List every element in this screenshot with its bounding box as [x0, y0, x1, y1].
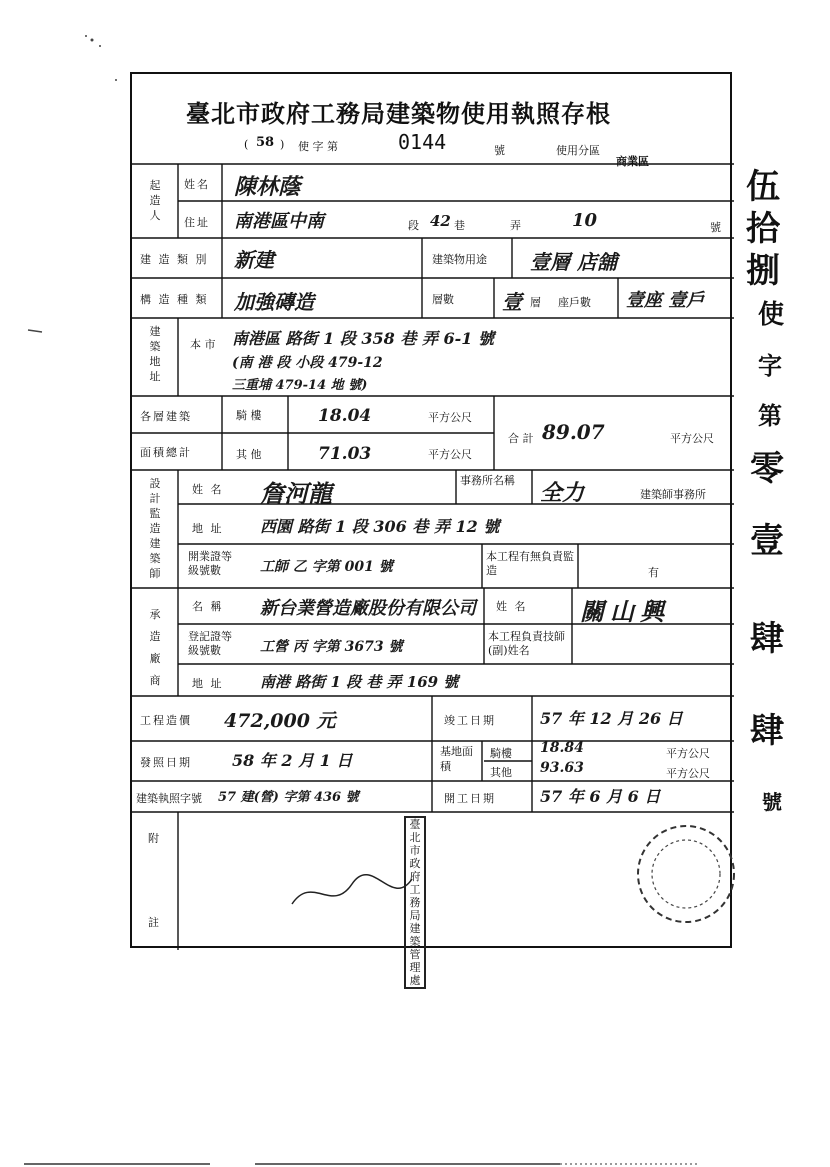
applicant-lane-suffix: 巷	[454, 219, 465, 232]
applicant-lane-value: 42	[430, 212, 451, 230]
site-group-label: 建築地址	[149, 325, 161, 383]
signature-scribble	[282, 864, 422, 924]
contractor-tech-label: 本工程負責技師(副)姓名	[488, 630, 565, 657]
contractor-group-label: 承造廠商	[149, 608, 161, 687]
site-line-1: 南港區 路街 1 段 358 巷 弄 6-1 號	[232, 329, 495, 348]
area-label-2: 面積總計	[140, 446, 192, 459]
building-floors-unit: 層	[530, 296, 541, 309]
side-char-1: 伍	[746, 167, 780, 207]
side-char-5: 字	[758, 351, 782, 380]
side-char-10: 肆	[750, 711, 784, 751]
area-total-value: 89.07	[542, 420, 605, 444]
permit-word-label: 使 字 第	[298, 140, 338, 153]
building-units-value: 壹座 壹戶	[626, 290, 705, 311]
architect-group-label: 設計監造建築師	[149, 477, 161, 580]
building-category-value: 新建	[234, 248, 274, 272]
applicant-name-label: 姓名	[184, 178, 210, 191]
architect-supervisor-label: 本工程有無負責監造	[486, 550, 574, 577]
applicant-hao-label: 號	[710, 221, 721, 234]
architect-office-value: 全力	[540, 480, 585, 506]
site-arcade-value: 18.84	[540, 740, 584, 756]
architect-name-value: 詹河龍	[260, 479, 332, 508]
notes-label-bottom: 註	[148, 916, 159, 929]
side-char-8: 壹	[750, 521, 784, 561]
area-total-label: 合 計	[508, 432, 534, 445]
applicant-alley-label: 弄	[510, 219, 521, 232]
side-char-3: 捌	[746, 251, 780, 291]
site-other-label: 其他	[490, 766, 512, 779]
issue-label: 發照日期	[140, 756, 192, 769]
contractor-person-value: 關山興	[580, 597, 670, 626]
building-structure-value: 加強磚造	[234, 290, 314, 314]
area-total-unit: 平方公尺	[670, 432, 714, 445]
contractor-reg-label: 登記證等級號數	[188, 630, 232, 657]
completion-label: 竣工日期	[444, 714, 496, 727]
architect-name-label: 姓 名	[192, 483, 224, 496]
permit-number: 0144	[398, 130, 447, 154]
building-use-label: 建築物用途	[432, 253, 487, 266]
area-other-label: 其 他	[236, 448, 262, 461]
site-other-value: 93.63	[540, 760, 584, 776]
side-char-2: 拾	[746, 209, 780, 249]
side-char-7: 零	[750, 449, 784, 489]
applicant-number-value: 10	[572, 210, 598, 231]
area-ground-label: 騎 樓	[236, 409, 262, 422]
start-label: 開工日期	[444, 792, 496, 805]
zoning-value: 商業區	[616, 155, 649, 168]
architect-license-label: 開業證等級號數	[188, 550, 232, 577]
architect-address-label: 地 址	[192, 522, 224, 535]
building-floors-label: 層數	[432, 293, 454, 306]
contractor-name-value: 新台業營造廠股份有限公司	[260, 598, 476, 619]
notes-label-top: 附	[148, 832, 159, 845]
start-value: 57 年 6 月 6 日	[540, 787, 661, 806]
area-other-value: 71.03	[318, 444, 372, 464]
cost-label: 工程造價	[140, 714, 192, 727]
building-structure-label: 構 造 種 類	[140, 293, 209, 306]
area-other-unit: 平方公尺	[428, 448, 472, 461]
build-permit-value: 57 建(營) 字第 436 號	[218, 790, 359, 805]
permit-hao: 號	[494, 144, 505, 157]
building-units-label: 座戶數	[558, 296, 591, 309]
contractor-address-value: 南港 路街 1 段 巷 弄 169 號	[260, 673, 459, 691]
side-char-9: 肆	[750, 619, 784, 659]
completion-value: 57 年 12 月 26 日	[540, 709, 683, 728]
side-char-11: 號	[762, 790, 782, 814]
permit-form	[130, 72, 732, 987]
round-seal-mark	[626, 814, 746, 934]
site-city-label: 本 市	[190, 338, 216, 351]
site-other-unit: 平方公尺	[666, 767, 710, 780]
contractor-reg-value: 工營 丙 字第 3673 號	[260, 639, 403, 655]
building-floors-value: 壹	[502, 290, 522, 314]
permit-year-close: )	[280, 138, 285, 151]
site-arcade-unit: 平方公尺	[666, 747, 710, 760]
applicant-lane-prefix: 段	[408, 219, 419, 232]
side-char-4: 使	[758, 300, 785, 330]
contractor-address-label: 地 址	[192, 677, 224, 690]
cost-value: 472,000 元	[224, 710, 336, 732]
issue-value: 58 年 2 月 1 日	[232, 751, 353, 770]
permit-year: 58	[256, 135, 275, 150]
building-category-label: 建 造 類 別	[140, 253, 209, 266]
contractor-name-label: 名 稱	[192, 600, 224, 613]
applicant-group-label: 起造人	[149, 179, 161, 222]
official-stamp: 臺北市政府工務局建築管理處	[404, 816, 426, 989]
site-line-2: (南 港 段 小段 479-12	[232, 355, 383, 371]
site-arcade-label: 騎樓	[490, 747, 512, 760]
document-title: 臺北市政府工務局建築物使用執照存根	[186, 99, 611, 128]
area-label-1: 各層建築	[140, 410, 192, 423]
architect-office-suffix: 建築師事務所	[640, 488, 706, 501]
applicant-address-value: 南港區中南	[234, 211, 324, 232]
build-permit-label: 建築執照字號	[136, 792, 202, 805]
side-char-6: 第	[758, 401, 782, 430]
site-line-3: 三重埔 479-14 地 號)	[232, 378, 368, 393]
building-use-value: 壹層 店舖	[530, 250, 617, 274]
architect-supervisor-value: 有	[648, 566, 659, 579]
area-ground-value: 18.04	[318, 406, 372, 426]
zoning-label: 使用分區	[556, 144, 600, 157]
applicant-address-label: 住址	[184, 216, 210, 229]
site-area-label: 基地面積	[440, 745, 473, 773]
contractor-person-label: 姓 名	[496, 600, 528, 613]
architect-license-value: 工師 乙 字第 001 號	[260, 559, 393, 575]
applicant-name-value: 陳林蔭	[234, 174, 301, 200]
architect-address-value: 西園 路街 1 段 306 巷 弄 12 號	[260, 517, 500, 536]
area-ground-unit: 平方公尺	[428, 411, 472, 424]
architect-office-label: 事務所名稱	[460, 474, 515, 487]
permit-year-open: (	[244, 138, 249, 151]
